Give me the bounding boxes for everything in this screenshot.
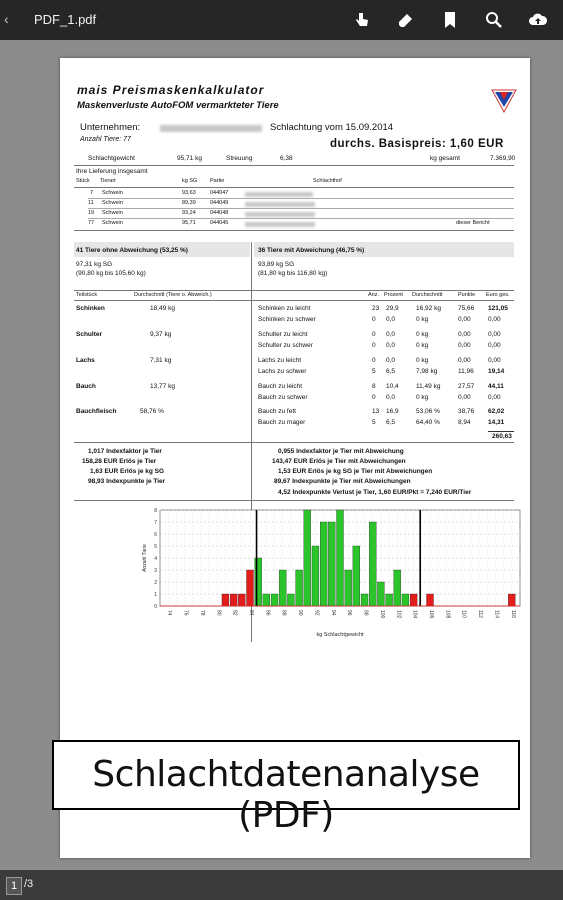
weight-label: Schlachtgewicht bbox=[88, 155, 135, 162]
divider bbox=[88, 218, 514, 219]
delivery-header-type: Tierart bbox=[100, 178, 116, 184]
hand-pointer-icon[interactable] bbox=[352, 10, 372, 30]
dev-euro: 62,02 bbox=[488, 408, 505, 415]
dev-euro: 0,00 bbox=[488, 331, 501, 338]
delivery-header-qty: Stück bbox=[76, 178, 90, 184]
company-label: Unternehmen: bbox=[80, 122, 141, 133]
dev-euro: 44,11 bbox=[488, 383, 504, 390]
x-tick-label: 100 bbox=[378, 610, 385, 619]
deviation-total: 260,63 bbox=[492, 433, 512, 440]
dev-count: 8 bbox=[372, 383, 376, 390]
group-right-line2: (81,80 kg bis 116,80 kg) bbox=[258, 270, 328, 277]
x-tick-label: 114 bbox=[493, 610, 500, 618]
x-tick-label: 78 bbox=[198, 610, 205, 616]
histogram-bar bbox=[312, 546, 319, 606]
histogram-bar bbox=[296, 570, 303, 606]
spread-label: Streuung bbox=[226, 155, 253, 162]
cut-value: 58,76 % bbox=[140, 408, 164, 415]
dev-points: 0,00 bbox=[458, 316, 471, 323]
histogram-bar bbox=[353, 546, 360, 606]
y-tick-label: 6 bbox=[154, 532, 157, 538]
x-tick-label: 104 bbox=[411, 610, 418, 619]
x-axis-label: kg Schlachtgewicht bbox=[316, 632, 364, 638]
histogram-bar bbox=[320, 522, 327, 606]
divider bbox=[74, 500, 514, 501]
caption-box bbox=[52, 740, 520, 836]
dev-count: 13 bbox=[372, 408, 380, 415]
histogram-bar bbox=[386, 594, 393, 606]
histogram-bar bbox=[230, 594, 237, 606]
dev-count: 0 bbox=[372, 316, 376, 323]
index-left: 158,28 EUR Erlös je Tier bbox=[82, 458, 157, 465]
histogram-bar bbox=[238, 594, 245, 606]
animal-count: Anzahl Tiere: 77 bbox=[80, 136, 131, 143]
x-tick-label: 82 bbox=[231, 610, 238, 616]
cut-name: Bauch bbox=[76, 383, 96, 390]
index-left: 98,93 Indexpunkte je Tier bbox=[88, 478, 166, 485]
dev-count: 0 bbox=[372, 394, 376, 401]
dev-label: Schinken zu schwer bbox=[258, 316, 316, 323]
bottom-bar bbox=[0, 870, 563, 900]
y-axis-label: Anzahl Tiere bbox=[142, 544, 148, 572]
page-number-input[interactable]: 1 bbox=[6, 877, 22, 895]
dev-average: 64,40 % bbox=[416, 419, 440, 426]
dev-count: 5 bbox=[372, 419, 376, 426]
row-note: dieser Bericht bbox=[456, 220, 490, 226]
back-chevron-icon[interactable]: ‹ bbox=[4, 11, 9, 27]
dev-percent: 6,5 bbox=[386, 419, 396, 426]
dev-count: 5 bbox=[372, 368, 376, 375]
histogram-bar bbox=[377, 582, 384, 606]
dev-percent: 0,0 bbox=[386, 316, 396, 323]
row-qty: 77 bbox=[88, 220, 95, 226]
histogram-bar bbox=[394, 570, 401, 606]
dev-euro: 19,14 bbox=[488, 368, 505, 375]
dev-label: Schulter zu leicht bbox=[258, 331, 308, 338]
x-tick-label: 102 bbox=[395, 610, 402, 619]
index-left: 1,63 EUR Erlös je kg SG bbox=[90, 468, 165, 475]
divider bbox=[74, 187, 514, 188]
dev-percent: 16,9 bbox=[386, 408, 399, 415]
x-tick-label: 116 bbox=[509, 610, 516, 618]
delivery-header-lot: Partie bbox=[210, 178, 225, 184]
dev-euro: 0,00 bbox=[488, 316, 501, 323]
x-tick-label: 94 bbox=[329, 610, 336, 616]
divider bbox=[74, 290, 514, 291]
dev-percent: 29,9 bbox=[386, 305, 399, 312]
dev-percent: 0,0 bbox=[386, 394, 396, 401]
row-lot: 044045 bbox=[210, 220, 229, 226]
index-left: 1,017 Indexfaktor je Tier bbox=[88, 448, 162, 455]
dev-label: Bauch zu fett bbox=[258, 408, 296, 415]
y-tick-label: 8 bbox=[154, 508, 157, 514]
dev-count: 23 bbox=[372, 305, 380, 312]
row-type: Schwein bbox=[102, 210, 123, 216]
dev-average: 11,49 kg bbox=[416, 383, 441, 390]
row-qty: 7 bbox=[90, 190, 94, 196]
dev-header-avg: Durchschnitt bbox=[412, 292, 443, 298]
y-tick-label: 4 bbox=[154, 556, 157, 562]
histogram-bar bbox=[247, 570, 254, 606]
dev-average: 0 kg bbox=[416, 316, 429, 323]
highlighter-icon[interactable] bbox=[396, 10, 416, 30]
delivery-header-slaughterhouse: Schlachthof bbox=[313, 178, 342, 184]
dev-label: Bauch zu mager bbox=[258, 419, 306, 426]
dev-euro: 14,31 bbox=[488, 419, 505, 426]
index-right: 143,47 EUR Erlös je Tier mit Abweichungen bbox=[272, 458, 406, 465]
dev-label: Lachs zu schwer bbox=[258, 368, 307, 375]
x-tick-label: 84 bbox=[248, 610, 254, 616]
weight-value: 95,71 kg bbox=[177, 155, 202, 162]
divider bbox=[74, 230, 514, 231]
dev-points: 38,76 bbox=[458, 408, 475, 415]
histogram-bar bbox=[255, 558, 262, 606]
redacted-text bbox=[245, 202, 315, 207]
x-tick-label: 98 bbox=[362, 610, 369, 616]
cut-header-part: Teilstück bbox=[76, 292, 98, 298]
row-kg: 93,63 bbox=[182, 190, 196, 196]
histogram-bar bbox=[345, 570, 352, 606]
dev-header-eur: Euro ges. bbox=[486, 292, 510, 298]
cut-name: Lachs bbox=[76, 357, 95, 364]
index-right: 0,955 Indexfaktor je Tier mit Abweichung bbox=[278, 448, 404, 455]
weight-histogram bbox=[70, 504, 530, 644]
x-tick-label: 96 bbox=[346, 610, 353, 616]
divider bbox=[74, 165, 514, 166]
total-value: 7.369,90 bbox=[490, 155, 516, 162]
dev-label: Schulter zu schwer bbox=[258, 342, 313, 349]
group-right-line1: 93,89 kg SG bbox=[258, 261, 295, 268]
company-name-redacted bbox=[160, 125, 262, 132]
histogram-bar bbox=[337, 510, 344, 606]
sum-line bbox=[488, 431, 514, 432]
histogram-bar bbox=[263, 594, 270, 606]
group-left-line2: (90,80 kg bis 105,60 kg) bbox=[76, 270, 146, 277]
page-total: /3 bbox=[24, 878, 34, 890]
x-tick-label: 80 bbox=[215, 610, 222, 616]
cut-value: 13,77 kg bbox=[150, 383, 175, 390]
dev-points: 0,00 bbox=[458, 342, 471, 349]
group-left-line1: 97,31 kg SG bbox=[76, 261, 113, 268]
dev-average: 0 kg bbox=[416, 342, 429, 349]
spread-value: 6,38 bbox=[280, 155, 293, 162]
dev-count: 0 bbox=[372, 342, 376, 349]
x-tick-label: 88 bbox=[280, 610, 287, 616]
dev-percent: 0,0 bbox=[386, 342, 396, 349]
histogram-bar bbox=[279, 570, 286, 606]
dev-label: Bauch zu leicht bbox=[258, 383, 303, 390]
divider bbox=[74, 442, 514, 443]
histogram-bar bbox=[304, 510, 311, 606]
divider bbox=[88, 198, 514, 199]
report-subheading: Maskenverluste AutoFOM vermarkteter Tiere bbox=[77, 100, 279, 111]
report-heading: mais Preismaskenkalkulator bbox=[77, 83, 265, 97]
dev-average: 53,06 % bbox=[416, 408, 440, 415]
dev-points: 75,66 bbox=[458, 305, 475, 312]
dev-percent: 10,4 bbox=[386, 383, 399, 390]
cloud-upload-icon[interactable] bbox=[528, 10, 548, 30]
row-qty: 19 bbox=[88, 210, 95, 216]
document-title: PDF_1.pdf bbox=[34, 12, 97, 27]
cut-name: Schinken bbox=[76, 305, 105, 312]
y-tick-label: 0 bbox=[154, 604, 157, 610]
histogram-bar bbox=[271, 594, 278, 606]
row-type: Schwein bbox=[102, 190, 123, 196]
x-tick-label: 74 bbox=[166, 610, 173, 616]
y-tick-label: 1 bbox=[154, 592, 157, 598]
dev-average: 0 kg bbox=[416, 357, 429, 364]
dev-label: Lachs zu leicht bbox=[258, 357, 301, 364]
group-left-title: 41 Tiere ohne Abweichung (53,25 %) bbox=[76, 247, 188, 254]
dev-label: Bauch zu schwer bbox=[258, 394, 308, 401]
redacted-text bbox=[245, 192, 313, 197]
dev-header-n: Anz. bbox=[368, 292, 380, 298]
histogram-bar bbox=[410, 594, 417, 606]
pdf-page[interactable] bbox=[60, 58, 530, 858]
histogram-bar bbox=[328, 522, 335, 606]
redacted-text bbox=[245, 222, 315, 227]
index-right: 4,52 Indexpunkte Verlust je Tier, 1,60 EUR/Pkt = 7,240 EUR/Tier bbox=[278, 489, 472, 496]
base-price: durchs. Basispreis: 1,60 EUR bbox=[330, 138, 504, 150]
dev-euro: 121,05 bbox=[488, 305, 508, 312]
histogram-bar bbox=[287, 594, 294, 606]
x-tick-label: 92 bbox=[313, 610, 320, 616]
total-label: kg gesamt bbox=[430, 155, 460, 162]
redacted-text bbox=[245, 212, 315, 217]
row-kg: 95,71 bbox=[182, 220, 196, 226]
dev-average: 0 kg bbox=[416, 331, 429, 338]
x-tick-label: 110 bbox=[460, 610, 467, 618]
y-tick-label: 2 bbox=[154, 580, 157, 586]
histogram-bar bbox=[427, 594, 434, 606]
cut-value: 18,49 kg bbox=[150, 305, 175, 312]
x-tick-label: 106 bbox=[428, 610, 434, 619]
cut-header-avg: Durchschnitt (Tiere o. Abweich.) bbox=[134, 292, 212, 298]
row-lot: 044049 bbox=[210, 200, 229, 206]
dev-percent: 0,0 bbox=[386, 357, 396, 364]
x-tick-label: 108 bbox=[444, 610, 451, 619]
delivery-header-kg: kg SG bbox=[182, 178, 198, 184]
dev-average: 7,98 kg bbox=[416, 368, 438, 375]
dev-label: Schinken zu leicht bbox=[258, 305, 311, 312]
row-type: Schwein bbox=[102, 200, 123, 206]
row-lot: 044047 bbox=[210, 190, 229, 196]
x-tick-label: 86 bbox=[264, 610, 271, 616]
row-qty: 11 bbox=[88, 200, 94, 206]
row-kg: 93,24 bbox=[182, 210, 196, 216]
index-right: 1,53 EUR Erlös je kg SG je Tier mit Abweichungen bbox=[278, 468, 433, 475]
cut-value: 7,31 kg bbox=[150, 357, 172, 364]
dev-count: 0 bbox=[372, 331, 376, 338]
dev-points: 11,96 bbox=[458, 368, 474, 375]
cut-name: Schulter bbox=[76, 331, 103, 338]
dev-points: 27,57 bbox=[458, 383, 475, 390]
dev-header-pct: Prozent bbox=[384, 292, 403, 298]
y-tick-label: 3 bbox=[154, 568, 157, 574]
divider bbox=[88, 208, 514, 209]
histogram-bar bbox=[508, 594, 515, 606]
y-tick-label: 7 bbox=[154, 520, 157, 526]
dev-percent: 0,0 bbox=[386, 331, 396, 338]
cut-value: 9,37 kg bbox=[150, 331, 172, 338]
group-right-title: 36 Tiere mit Abweichung (46,75 %) bbox=[258, 247, 365, 254]
histogram-bar bbox=[361, 594, 368, 606]
search-icon[interactable] bbox=[484, 10, 504, 30]
bookmark-icon[interactable] bbox=[440, 10, 460, 30]
dev-points: 0,00 bbox=[458, 357, 471, 364]
x-tick-label: 76 bbox=[182, 610, 189, 616]
index-right: 89,67 Indexpunkte je Tier mit Abweichungen bbox=[274, 478, 411, 485]
caption-text: Schlachtdatenanalyse (PDF) bbox=[92, 754, 480, 836]
dev-percent: 6,5 bbox=[386, 368, 396, 375]
dev-count: 0 bbox=[372, 357, 376, 364]
x-tick-label: 90 bbox=[297, 610, 304, 616]
delivery-title: Ihre Lieferung insgesamt bbox=[76, 168, 148, 175]
slaughter-date: Schlachtung vom 15.09.2014 bbox=[270, 122, 394, 133]
dev-points: 0,00 bbox=[458, 331, 471, 338]
dev-average: 16,92 kg bbox=[416, 305, 441, 312]
dev-euro: 0,00 bbox=[488, 342, 501, 349]
y-tick-label: 5 bbox=[154, 544, 157, 550]
histogram-bar bbox=[369, 522, 376, 606]
x-tick-label: 112 bbox=[477, 610, 484, 618]
dev-euro: 0,00 bbox=[488, 357, 501, 364]
dev-average: 0 kg bbox=[416, 394, 429, 401]
histogram-bar bbox=[402, 594, 409, 606]
row-type: Schwein bbox=[102, 220, 123, 226]
cut-name: Bauchfleisch bbox=[76, 408, 117, 415]
company-logo bbox=[490, 88, 518, 114]
dev-points: 0,00 bbox=[458, 394, 471, 401]
dev-points: 8,94 bbox=[458, 419, 471, 426]
top-toolbar bbox=[0, 0, 563, 40]
divider bbox=[74, 300, 514, 301]
row-lot: 044048 bbox=[210, 210, 229, 216]
dev-euro: 0,00 bbox=[488, 394, 501, 401]
histogram-bar bbox=[222, 594, 229, 606]
dev-header-pts: Punkte bbox=[458, 292, 476, 298]
row-kg: 89,39 bbox=[182, 200, 196, 206]
